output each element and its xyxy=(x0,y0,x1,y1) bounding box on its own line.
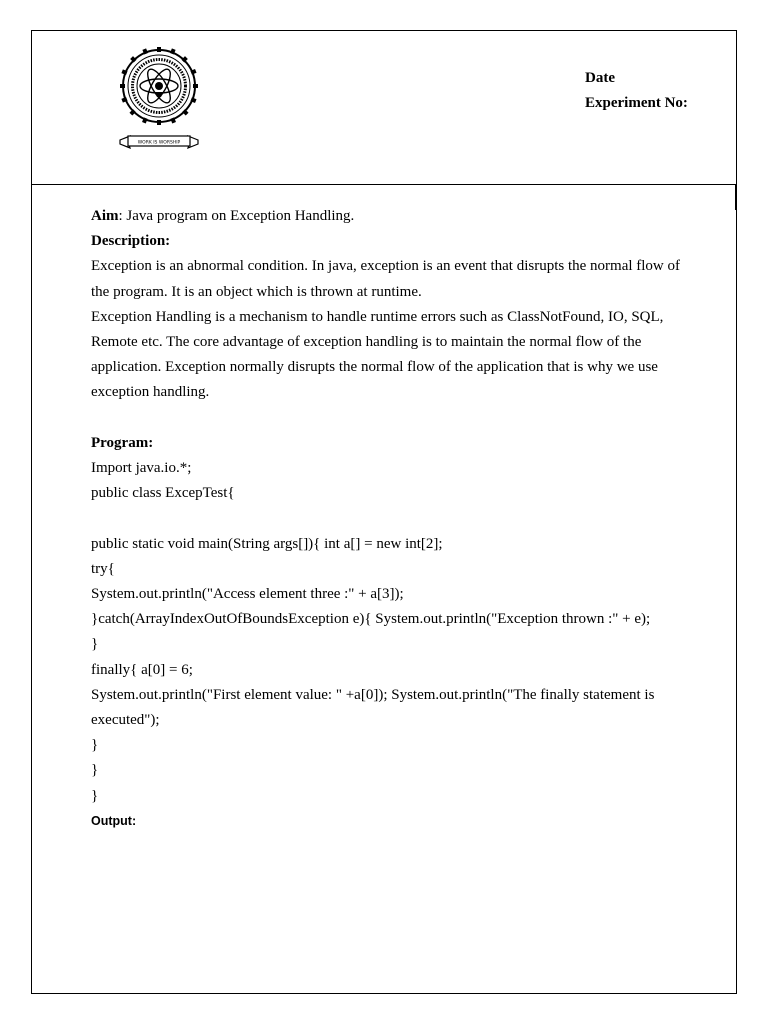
description-line: application. Exception normally disrupts the normal flow of the application that is why we use xyxy=(91,359,658,376)
code-line: System.out.println("First element value: " +a[0]); System.out.println("The finally statement is xyxy=(91,686,655,703)
header-divider xyxy=(31,184,737,185)
institute-seal-icon xyxy=(116,42,202,152)
header-divider-tick xyxy=(735,184,737,210)
program-label: Program: xyxy=(91,434,154,451)
experiment-content xyxy=(91,204,711,834)
code-line: } xyxy=(91,787,99,804)
description-line: the program. It is an object which is thrown at runtime. xyxy=(91,283,422,300)
aim-line xyxy=(91,204,711,229)
experiment-number-label: Experiment No: xyxy=(585,94,688,111)
description-line: Remote etc. The core advantage of exception handling is to maintain the normal flow of the xyxy=(91,334,642,351)
spacer xyxy=(91,406,711,431)
code-line: System.out.println("Access element three :" + a[3]); xyxy=(91,586,404,603)
header-meta xyxy=(585,66,688,115)
aim-label: Aim xyxy=(91,208,119,224)
date-label: Date xyxy=(585,70,615,86)
output-label: Output: xyxy=(91,813,137,828)
description-line: exception handling. xyxy=(91,384,210,401)
code-line: }catch(ArrayIndexOutOfBoundsException e){ System.out.println("Exception thrown :" + e); xyxy=(91,611,651,628)
code-line: executed"); xyxy=(91,712,160,729)
description-heading xyxy=(91,229,711,254)
institute-logo xyxy=(116,42,202,152)
code-line: public class ExcepTest{ xyxy=(91,485,235,502)
description-label: Description: xyxy=(91,233,171,250)
description-line: Exception is an abnormal condition. In java, exception is an event that disrupts the normal flow of xyxy=(91,258,681,275)
code-line: } xyxy=(91,636,99,653)
code-blank-line xyxy=(91,506,711,531)
code-line: } xyxy=(91,762,99,779)
code-line: Import java.io.*; xyxy=(91,460,192,477)
aim-text: : Java program on Exception Handling. xyxy=(118,208,355,224)
svg-text:WORK IS WORSHIP: WORK IS WORSHIP xyxy=(137,140,181,146)
code-line: } xyxy=(91,737,99,754)
description-line: Exception Handling is a mechanism to handle runtime errors such as ClassNotFound, IO, SQL, xyxy=(91,308,664,325)
code-line: public static void main(String args[]){ int a[] = new int[2]; xyxy=(91,535,443,552)
program-heading xyxy=(91,431,711,456)
code-line: try{ xyxy=(91,560,115,577)
code-line: finally{ a[0] = 6; xyxy=(91,661,193,678)
